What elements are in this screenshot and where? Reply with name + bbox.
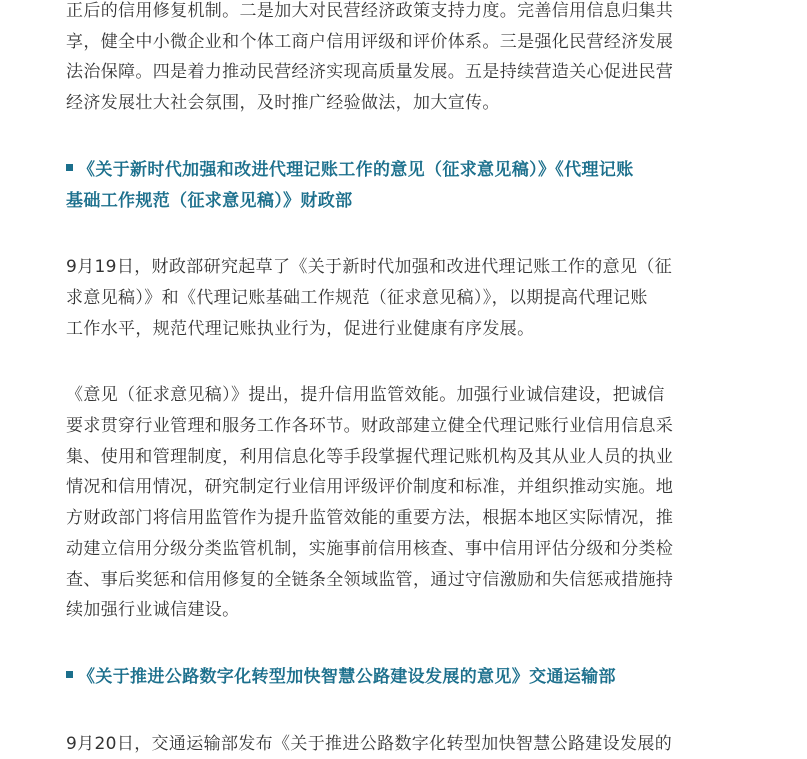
section-heading-bookkeeping	[66, 155, 746, 216]
paragraph-bookkeeping-intro	[66, 252, 746, 344]
heading-line: 基础工作规范（征求意见稿）》财政部	[66, 190, 353, 211]
paragraph-credit-supervision	[66, 380, 746, 626]
text-line: 9月19日，财政部研究起草了《关于新时代加强和改进代理记账工作的意见（征	[66, 257, 673, 278]
text-line: 要求贯穿行业管理和服务工作各环节。财政部建立健全代理记账行业信用信息采	[66, 416, 674, 437]
text-line: 集、使用和管理制度，利用信息化等手段掌握代理记账机构及其从业人员的执业	[66, 446, 674, 467]
article-body	[66, 0, 746, 759]
text-line: 情况和信用情况，研究制定行业信用评级评价制度和标准，并组织推动实施。地	[66, 477, 674, 498]
square-bullet-icon	[66, 671, 73, 678]
text-line: 工作水平，规范代理记账执业行为，促进行业健康有序发展。	[66, 318, 535, 339]
section-heading-smart-highway	[66, 662, 746, 693]
text-line: 《意见（征求意见稿）》提出，提升信用监管效能。加强行业诚信建设，把诚信	[66, 385, 665, 406]
text-line: 经济发展壮大社会氛围，及时推广经验做法，加大宣传。	[66, 93, 500, 114]
square-bullet-icon	[66, 164, 73, 171]
text-line: 查、事后奖惩和信用修复的全链条全领域监管，通过守信激励和失信惩戒措施持	[66, 569, 674, 590]
heading-line: 《关于推进公路数字化转型加快智慧公路建设发展的意见》交通运输部	[66, 662, 746, 693]
text-line: 法治保障。四是着力推动民营经济实现高质量发展。五是持续营造关心促进民营	[66, 62, 674, 83]
text-line: 9月20日，交通运输部发布《关于推进公路数字化转型加快智慧公路建设发展的	[66, 733, 673, 754]
text-line: 正后的信用修复机制。二是加大对民营经济政策支持力度。完善信用信息归集共	[66, 1, 674, 21]
text-line: 享，健全中小微企业和个体工商户信用评级和评价体系。三是强化民营经济发展	[66, 31, 674, 52]
heading-line: 《关于新时代加强和改进代理记账工作的意见（征求意见稿）》《代理记账	[66, 155, 746, 186]
text-line: 动建立信用分级分类监管机制，实施事前信用核查、事中信用评估分级和分类检	[66, 538, 674, 559]
text-line: 续加强行业诚信建设。	[66, 600, 240, 621]
paragraph-private-economy	[66, 0, 746, 119]
paragraph-smart-highway-intro	[66, 729, 746, 759]
text-line: 求意见稿）》和《代理记账基础工作规范（征求意见稿）》，以期提高代理记账	[66, 287, 648, 308]
text-line: 方财政部门将信用监管作为提升监管效能的重要方法，根据本地区实际情况，推	[66, 508, 674, 529]
